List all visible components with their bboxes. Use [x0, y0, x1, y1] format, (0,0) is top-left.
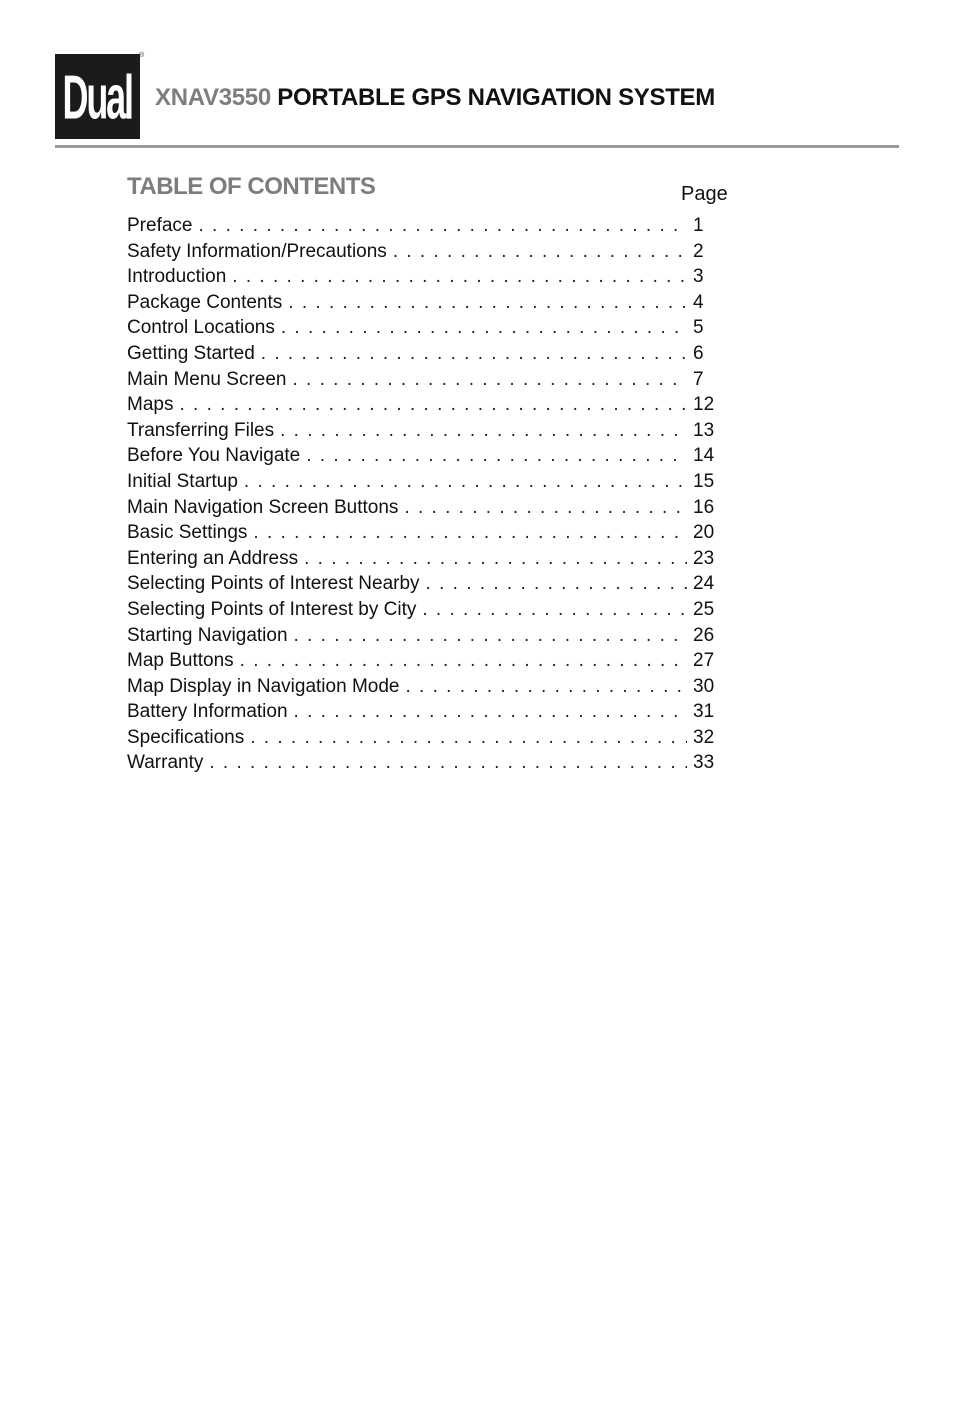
toc-entry-title: Map Buttons — [127, 650, 234, 672]
toc-entry[interactable] — [127, 699, 721, 725]
toc-dot-leader — [405, 674, 687, 700]
toc-entry-title: Starting Navigation — [127, 624, 288, 646]
toc-dot-leader — [179, 392, 687, 418]
toc-entry-title: Selecting Points of Interest Nearby — [127, 573, 420, 595]
model-number: XNAV3550 — [155, 84, 271, 111]
toc-entry-page: 6 — [693, 342, 704, 364]
toc-entry[interactable] — [127, 418, 721, 444]
toc-entry-page: 27 — [693, 650, 715, 672]
toc-entry-title: Preface — [127, 215, 193, 236]
toc-entry-page: 3 — [693, 266, 704, 288]
toc-dot-leader — [304, 546, 687, 572]
toc-entry-title: Specifications — [127, 726, 245, 748]
toc-entry[interactable] — [127, 392, 721, 418]
toc-dot-leader — [294, 699, 687, 725]
toc-title: TABLE OF CONTENTS — [127, 173, 376, 200]
toc-dot-leader — [280, 418, 687, 444]
toc-entry-page: 23 — [693, 547, 715, 569]
toc-entry-title: Introduction — [127, 266, 227, 288]
toc-entry[interactable] — [127, 290, 721, 316]
toc-entry-page: 1 — [693, 215, 704, 236]
toc-entry-title: Selecting Points of Interest by City — [127, 598, 417, 620]
logo-text: Dual — [62, 61, 133, 132]
toc-entry[interactable] — [127, 648, 721, 674]
toc-entry[interactable] — [127, 315, 721, 341]
toc-dot-leader — [244, 469, 687, 495]
toc-entry-page: 14 — [693, 445, 715, 467]
toc-entry-title: Transferring Files — [127, 419, 275, 441]
toc-entry-page: 5 — [693, 317, 704, 339]
product-name: PORTABLE GPS NAVIGATION SYSTEM — [277, 84, 715, 111]
toc-entry[interactable] — [127, 520, 721, 546]
toc-entry-title: Battery Information — [127, 701, 288, 723]
toc-entry-title: Control Locations — [127, 317, 275, 339]
toc-entry[interactable] — [127, 264, 721, 290]
toc-dot-leader — [281, 315, 687, 341]
page-column-heading: Page — [681, 183, 728, 205]
toc-entry-page: 12 — [693, 394, 715, 416]
toc-entry[interactable] — [127, 239, 721, 265]
toc-entry[interactable] — [127, 597, 721, 623]
toc-entry-title: Safety Information/Precautions — [127, 240, 387, 262]
toc-entry-title: Initial Startup — [127, 470, 238, 492]
toc-dot-leader — [288, 290, 687, 316]
toc-entry[interactable] — [127, 674, 721, 700]
header-divider — [55, 145, 899, 148]
toc-entry-title: Entering an Address — [127, 547, 299, 569]
toc-entry[interactable] — [127, 443, 721, 469]
toc-entry-title: Getting Started — [127, 342, 255, 364]
toc-entry-title: Package Contents — [127, 291, 283, 313]
toc-entry-page: 33 — [693, 752, 715, 774]
toc-dot-leader — [292, 367, 687, 393]
toc-dot-leader — [306, 443, 687, 469]
toc-entry[interactable] — [127, 469, 721, 495]
toc-entry-page: 26 — [693, 624, 715, 646]
toc-entry-title: Before You Navigate — [127, 445, 301, 467]
toc-dot-leader — [253, 520, 687, 546]
toc-entry-page: 15 — [693, 470, 715, 492]
toc-dot-leader — [404, 495, 687, 521]
toc-entry-page: 31 — [693, 701, 715, 723]
toc-entry[interactable] — [127, 341, 721, 367]
toc-dot-leader — [240, 648, 687, 674]
toc-entry[interactable] — [127, 571, 721, 597]
toc-list — [127, 213, 721, 776]
toc-entry-page: 16 — [693, 496, 715, 518]
registered-mark: ® — [139, 52, 145, 59]
toc-dot-leader — [422, 597, 687, 623]
toc-entry-title: Main Menu Screen — [127, 368, 287, 390]
toc-entry-page: 20 — [693, 522, 715, 544]
toc-dot-leader — [393, 239, 687, 265]
toc-dot-leader — [209, 750, 687, 776]
toc-entry[interactable] — [127, 623, 721, 649]
dual-logo — [55, 54, 140, 139]
document-header — [155, 84, 715, 112]
toc-entry-page: 25 — [693, 598, 715, 620]
toc-dot-leader — [261, 341, 687, 367]
toc-entry-title: Main Navigation Screen Buttons — [127, 496, 399, 518]
toc-dot-leader — [198, 213, 687, 239]
toc-entry-page: 4 — [693, 291, 704, 313]
toc-entry-title: Map Display in Navigation Mode — [127, 675, 400, 697]
toc-entry[interactable] — [127, 546, 721, 572]
toc-entry-page: 2 — [693, 240, 704, 262]
toc-entry-title: Warranty — [127, 752, 204, 774]
toc-dot-leader — [426, 571, 687, 597]
toc-entry-title: Basic Settings — [127, 522, 248, 544]
toc-dot-leader — [294, 623, 687, 649]
toc-dot-leader — [232, 264, 687, 290]
toc-entry[interactable] — [127, 750, 721, 776]
toc-entry[interactable] — [127, 725, 721, 751]
toc-entry-title: Maps — [127, 394, 174, 416]
toc-dot-leader — [250, 725, 687, 751]
toc-entry-page: 32 — [693, 726, 715, 748]
toc-entry-page: 13 — [693, 419, 715, 441]
toc-entry-page: 24 — [693, 573, 715, 595]
toc-entry-page: 30 — [693, 675, 715, 697]
toc-entry-page: 7 — [693, 368, 704, 390]
toc-entry[interactable] — [127, 367, 721, 393]
toc-entry[interactable] — [127, 495, 721, 521]
toc-entry[interactable] — [127, 213, 721, 239]
